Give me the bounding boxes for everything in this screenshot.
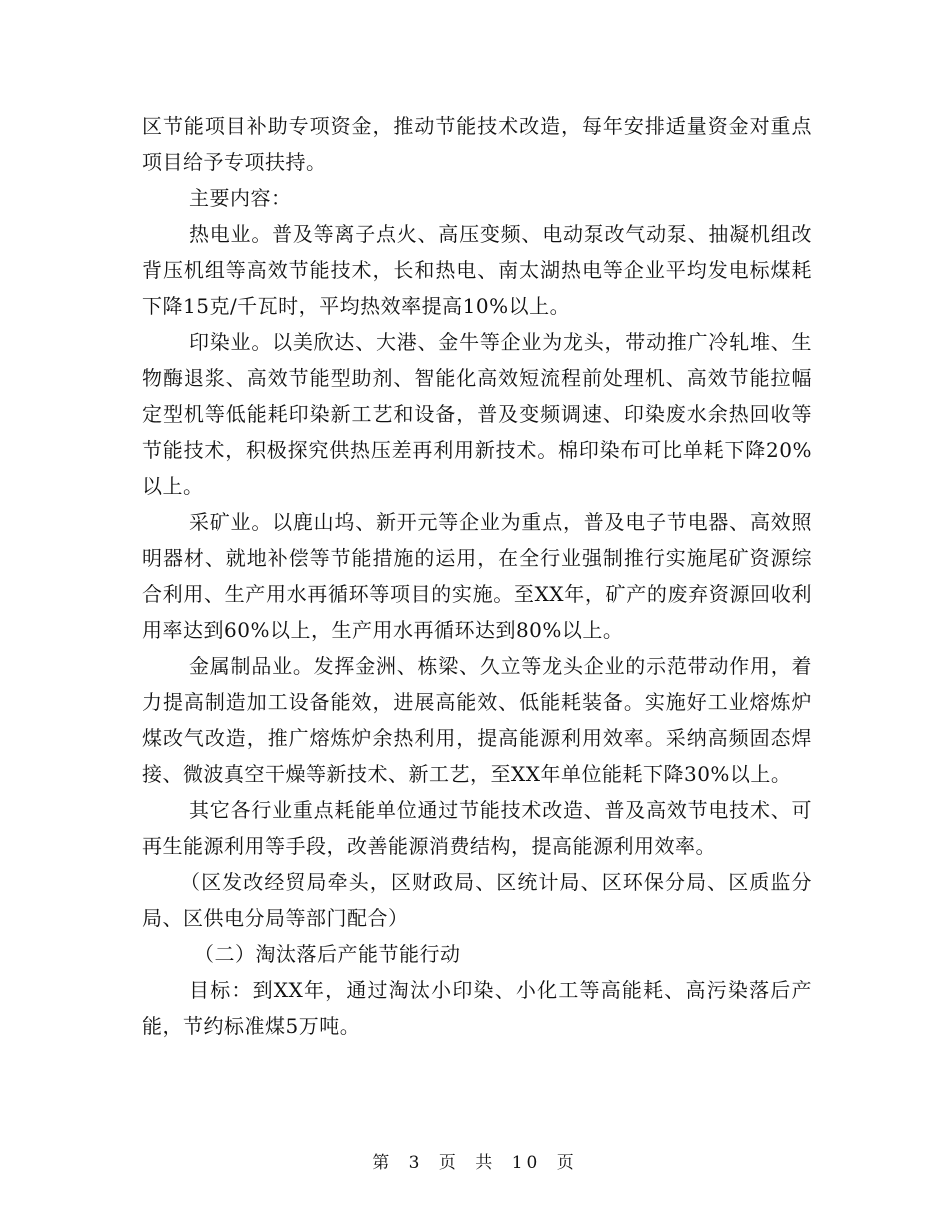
paragraph-section-2-goal: 目标：到XX年，通过淘汰小印染、小化工等高能耗、高污染落后产能，节约标准煤5万吨。: [142, 978, 812, 1038]
paragraph-metal-products: 金属制品业。发挥金洲、栋梁、久立等龙头企业的示范带动作用，着力提高制造加工设备能效，进展高能效、低能耗装备。实施好工业熔炼炉煤改气改造，推广熔炼炉余热利用，提高能源利用效率。采纳高频固态焊接、微波真空干燥等新技术、新工艺，至XX年单位能耗下降30%以上。: [142, 654, 812, 786]
main-content-heading: 主要内容：: [189, 186, 292, 210]
paragraph-thermal-power: 热电业。普及等离子点火、高压变频、电动泵改气动泵、抽凝机组改背压机组等高效节能技术，长和热电、南太湖热电等企业平均发电标煤耗下降15克/千瓦时，平均热效率提高10%以上。: [142, 222, 812, 318]
section-2-heading: （二）淘汰落后产能节能行动: [194, 942, 461, 966]
page-number-footer: 第 3 页 共 10 页: [372, 1153, 578, 1173]
paragraph-mining: 采矿业。以鹿山坞、新开元等企业为重点，普及电子节电器、高效照明器材、就地补偿等节能措施的运用，在全行业强制推行实施尾矿资源综合利用、生产用水再循环等项目的实施。至XX年，矿产的废弃资源回收利用率达到60%以上，生产用水再循环达到80%以上。: [142, 510, 812, 642]
paragraph-dyeing: 印染业。以美欣达、大港、金牛等企业为龙头，带动推广冷轧堆、生物酶退浆、高效节能型助剂、智能化高效短流程前处理机、高效节能拉幅定型机等低能耗印染新工艺和设备，普及变频调速、印染废水余热回收等节能技术，积极探究供热压差再利用新技术。棉印染布可比单耗下降20%以上。: [142, 330, 812, 498]
paragraph-responsible-departments: （区发改经贸局牵头，区财政局、区统计局、区环保分局、区质监分局、区供电分局等部门配合）: [142, 870, 812, 930]
paragraph-other-industries: 其它各行业重点耗能单位通过节能技术改造、普及高效节电技术、可再生能源利用等手段，改善能源消费结构，提高能源利用效率。: [142, 798, 812, 858]
body-text: [142, 108, 812, 1044]
paragraph-intro-continuation: 区节能项目补助专项资金，推动节能技术改造，每年安排适量资金对重点项目给予专项扶持。: [142, 114, 812, 174]
